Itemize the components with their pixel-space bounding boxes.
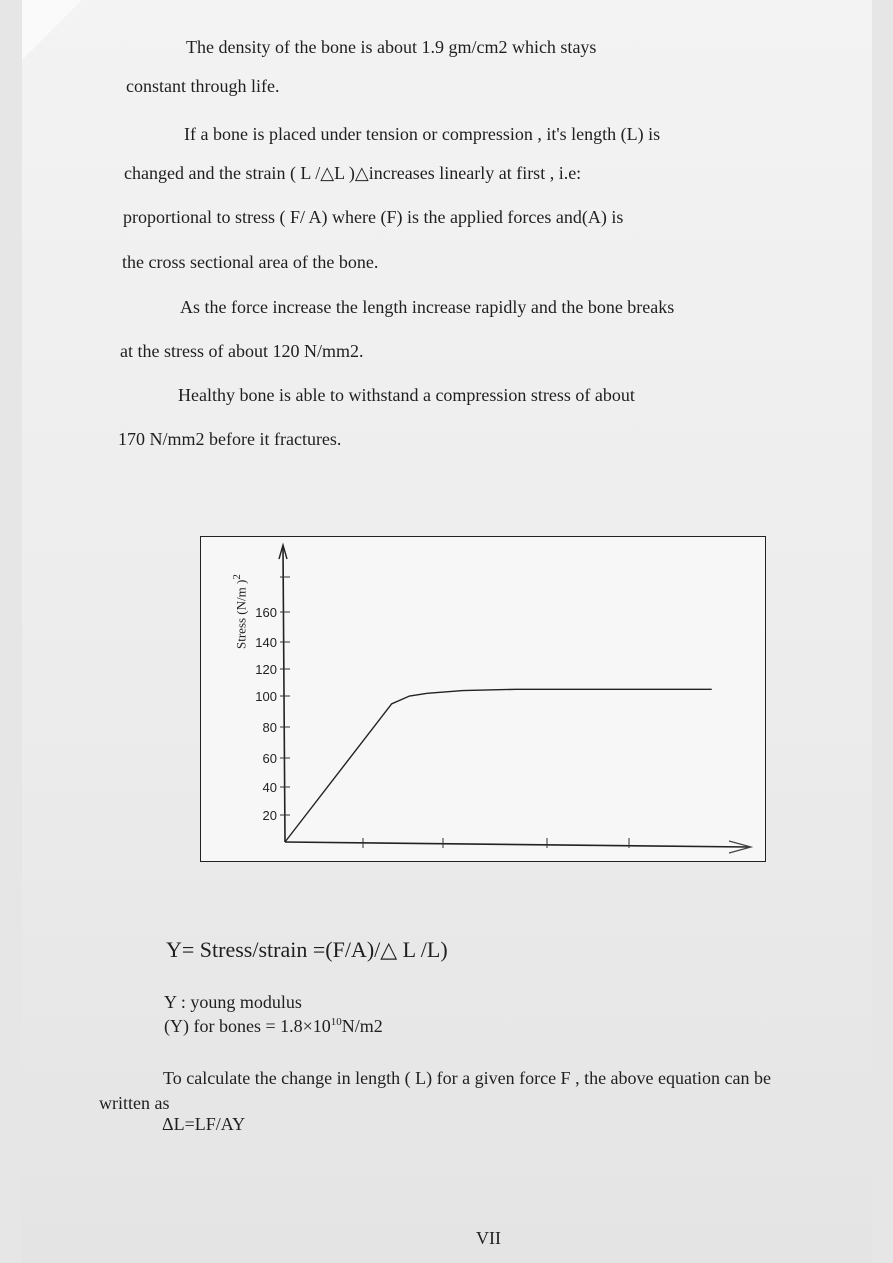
paragraph-1-line-2: constant through life. <box>126 76 280 96</box>
stress-strain-curve <box>285 689 712 842</box>
y-tick-label-100: 100 <box>255 689 277 704</box>
stress-strain-chart <box>200 536 766 862</box>
calculation-line-2: written as <box>99 1093 170 1113</box>
paragraph-1-line-1: The density of the bone is about 1.9 gm/cm2 which stays <box>186 37 597 57</box>
bone-modulus-unit: N/m2 <box>341 1016 383 1036</box>
chart-canvas <box>201 537 767 863</box>
x-axis-line <box>285 842 749 847</box>
length-change-formula: ΔL=LF/AY <box>162 1114 246 1134</box>
young-modulus-definition: Y : young modulus <box>164 992 302 1012</box>
calculation-line-1: To calculate the change in length ( L) for a given force F , the above equation can be <box>163 1068 771 1088</box>
paragraph-3-line-2: at the stress of about 120 N/mm2. <box>120 341 364 361</box>
page-number: VII <box>476 1228 501 1248</box>
y-axis-label <box>231 574 249 649</box>
y-axis-line <box>283 547 285 842</box>
paragraph-2-line-2: changed and the strain ( L /△L )△increases linearly at first , i.e: <box>124 163 582 183</box>
bone-modulus-prefix: (Y) for bones = 1.8×10 <box>164 1016 331 1036</box>
y-tick-label-40: 40 <box>262 780 277 795</box>
paragraph-4-line-2: 170 N/mm2 before it fractures. <box>118 429 342 449</box>
y-tick-label-160: 160 <box>255 605 277 620</box>
paragraph-2-line-1: If a bone is placed under tension or compression , it's length (L) is <box>184 124 661 144</box>
y-tick-label-140: 140 <box>255 635 277 650</box>
y-tick-label-60: 60 <box>262 751 277 766</box>
bone-modulus-exponent: 10 <box>330 1016 342 1028</box>
y-axis-label-exponent: 2 <box>231 574 243 580</box>
bone-young-modulus-value <box>164 1016 383 1037</box>
folded-corner <box>22 0 82 60</box>
y-tick-label-80: 80 <box>262 720 277 735</box>
paragraph-3-line-1: As the force increase the length increase rapidly and the bone breaks <box>180 297 675 317</box>
paragraph-4-line-1: Healthy bone is able to withstand a compression stress of about <box>178 385 635 405</box>
y-axis-label-text: Stress (N/m ) <box>233 579 249 649</box>
youngs-modulus-equation: Y= Stress/strain =(F/A)/△ L /L) <box>166 937 448 962</box>
paragraph-2-line-4: the cross sectional area of the bone. <box>122 252 379 272</box>
paragraph-2-line-3: proportional to stress ( F/ A) where (F) is the applied forces and(A) is <box>123 207 624 227</box>
y-tick-label-120: 120 <box>255 662 277 677</box>
y-tick-label-20: 20 <box>262 808 277 823</box>
